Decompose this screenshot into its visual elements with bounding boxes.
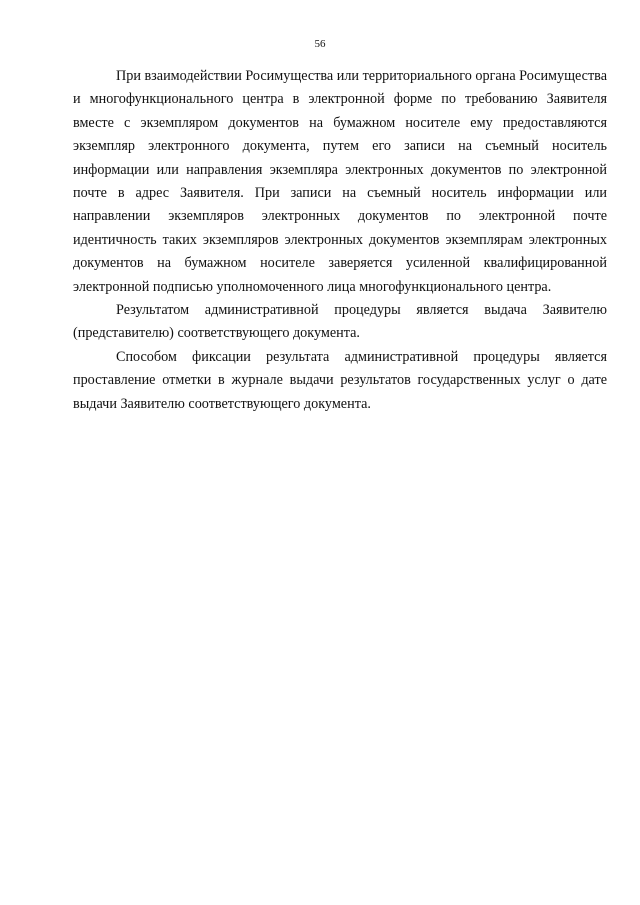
paragraph-interaction: При взаимодействии Росимущества или территориального органа Росимущества и многофункционального центра в электронной форме по требованию Заявителя вместе с экземпляром документов на бумажном носителе ему предоставляются экземпляр электронного документа, путем его записи на съемный носитель информации или направления экземпляра электронных документов по электронной почте в адрес Заявителя. При записи на съемный носитель информации или направлении экземпляров электронных документов по электронной почте идентичность таких экземпляров электронных документов экземплярам электронных документов на бумажном носителе заверяется усиленной квалифицированной электронной подписью уполномоченного лица многофункционального центра. (73, 68, 607, 295)
document-body (73, 65, 607, 416)
page-number: 56 (314, 38, 326, 50)
paragraph-recording-method: Способом фиксации результата административной процедуры является проставление отметки в журнале выдачи результатов государственных услуг о дате выдачи Заявителю соответствующего документа. (73, 348, 607, 412)
paragraph-result: Результатом административной процедуры является выдача Заявителю (представителю) соответствующего документа. (73, 302, 607, 342)
